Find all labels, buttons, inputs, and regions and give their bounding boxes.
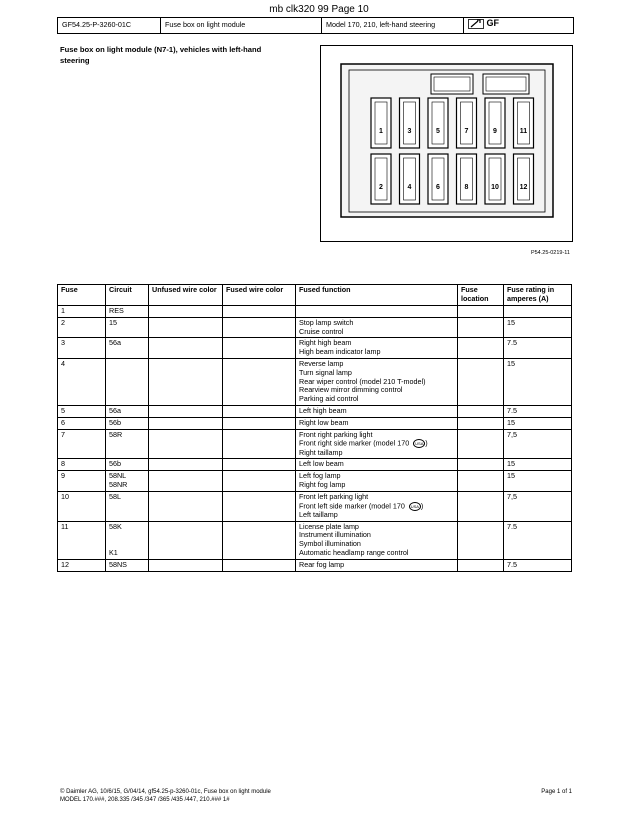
function-text: Front left parking light (299, 491, 369, 501)
cell-fused-function (296, 471, 458, 492)
cell-fuse: 12 (58, 559, 106, 571)
function-text: Front left side marker (model 170 (299, 500, 405, 510)
col-fused-function: Fused function (296, 285, 458, 306)
cell-fuse-rating: 15 (504, 471, 572, 492)
fuse-number-label: 12 (519, 184, 528, 191)
cell-fused-wire-color (223, 358, 296, 405)
col-fuse-location: Fuse location (458, 285, 504, 306)
doc-code: GF54.25-P-3260-01C (58, 18, 161, 33)
function-line (299, 460, 454, 469)
fuse-slot (428, 98, 448, 148)
cell-fused-wire-color (223, 338, 296, 359)
fuse-slot (400, 98, 420, 148)
function-line (299, 328, 454, 337)
cell-unfused-wire-color (149, 417, 223, 429)
cell-circuit (106, 521, 149, 559)
cell-fused-wire-color (223, 471, 296, 492)
function-text: Instrument illumination (299, 530, 371, 540)
cell-fuse: 4 (58, 358, 106, 405)
fuse-slot (457, 154, 477, 204)
fuse-number-label: 4 (407, 184, 412, 191)
cell-circuit (106, 429, 149, 459)
circuit-line: 56b (109, 459, 121, 469)
cell-fused-function (296, 521, 458, 559)
cell-fused-wire-color (223, 405, 296, 417)
function-text: High beam indicator lamp (299, 347, 381, 357)
cell-fuse-rating: 15 (504, 417, 572, 429)
wrench-icon (468, 19, 484, 29)
table-row (58, 471, 572, 492)
cell-fuse-rating (504, 306, 572, 318)
function-text: Right low beam (299, 417, 349, 427)
col-fuse: Fuse (58, 285, 106, 306)
cell-fuse-rating: 7.5 (504, 338, 572, 359)
cell-fused-function (296, 306, 458, 318)
document-title: Fuse box on light module (N7-1), vehicles with left-hand steering (60, 45, 262, 65)
function-text: Automatic headlamp range control (299, 547, 409, 557)
fuse-slot (428, 154, 448, 204)
fuse-number-label: 11 (519, 128, 528, 135)
table-row (58, 417, 572, 429)
usa-version-icon: USA (415, 441, 424, 447)
fuse-number-label: 3 (407, 128, 412, 135)
table-row (58, 491, 572, 521)
function-text: Front right side marker (model 170 (299, 438, 410, 448)
cell-fuse-rating: 15 (504, 317, 572, 338)
circuit-line: 58NL (109, 471, 127, 481)
function-text: Left fog lamp (299, 471, 341, 481)
function-text: Front right parking light (299, 429, 373, 439)
cell-fused-wire-color (223, 459, 296, 471)
col-unfused-wire-color: Unfused wire color (149, 285, 223, 306)
function-text: Turn signal lamp (299, 367, 352, 377)
cell-fuse: 2 (58, 317, 106, 338)
cell-fuse: 10 (58, 491, 106, 521)
table-row (58, 405, 572, 417)
cell-circuit (106, 559, 149, 571)
figure-code: P54.25-0219-11 (530, 250, 570, 256)
document-header (57, 17, 574, 34)
cell-fuse-rating: 15 (504, 459, 572, 471)
cell-fused-function (296, 491, 458, 521)
cell-fuse-location (458, 317, 504, 338)
function-text: Left taillamp (299, 509, 338, 519)
cell-fuse-location (458, 405, 504, 417)
table-row (58, 317, 572, 338)
function-text: Cruise control (299, 326, 344, 336)
cell-fuse-location (458, 429, 504, 459)
cell-fused-function (296, 459, 458, 471)
cell-fuse-location (458, 417, 504, 429)
fuse-slot (514, 154, 534, 204)
circuit-line: 56a (109, 338, 121, 348)
function-line (299, 481, 454, 490)
fuse-number-label: 2 (379, 184, 383, 191)
table-row (58, 429, 572, 459)
cell-fuse-location (458, 306, 504, 318)
cell-fused-function (296, 317, 458, 338)
gf-badge (464, 18, 573, 33)
table-row (58, 338, 572, 359)
table-header-row (58, 285, 572, 306)
cell-fused-function (296, 417, 458, 429)
fuse-box-drawing (321, 46, 572, 241)
col-circuit: Circuit (106, 285, 149, 306)
cell-fuse-rating: 7.5 (504, 405, 572, 417)
cell-fuse: 11 (58, 521, 106, 559)
table-row (58, 559, 572, 571)
cell-circuit (106, 471, 149, 492)
footer (60, 788, 572, 804)
cell-fused-function (296, 405, 458, 417)
fuse-slot (457, 98, 477, 148)
cell-fused-wire-color (223, 491, 296, 521)
table-row (58, 459, 572, 471)
function-text: Left low beam (299, 459, 344, 469)
cell-fuse: 9 (58, 471, 106, 492)
cell-fuse-rating: 7.5 (504, 521, 572, 559)
cell-fused-wire-color (223, 521, 296, 559)
gf-badge-label: GF (486, 18, 500, 28)
cell-fused-function (296, 429, 458, 459)
function-text: Rear fog lamp (299, 559, 345, 569)
function-suffix: ) (425, 438, 428, 448)
cell-fuse-location (458, 491, 504, 521)
cell-fused-wire-color (223, 559, 296, 571)
usa-version-icon: USA (410, 503, 419, 509)
doc-model: Model 170, 210, left-hand steering (322, 18, 464, 33)
cell-fuse: 1 (58, 306, 106, 318)
cell-fuse: 7 (58, 429, 106, 459)
cell-fused-function (296, 559, 458, 571)
function-text: Right taillamp (299, 447, 343, 457)
circuit-line: 58NR (109, 479, 128, 489)
fuse-number-label: 6 (436, 184, 440, 191)
col-fused-wire-color: Fused wire color (223, 285, 296, 306)
fuse-slot (400, 154, 420, 204)
function-text: Right high beam (299, 338, 352, 348)
fuse-table (57, 284, 572, 572)
doc-topic: Fuse box on light module (161, 18, 322, 33)
fuse-number-label: 8 (464, 184, 469, 191)
cell-fuse-location (458, 521, 504, 559)
cell-fuse-rating: 15 (504, 358, 572, 405)
table-row (58, 521, 572, 559)
cell-unfused-wire-color (149, 459, 223, 471)
cell-fused-wire-color (223, 317, 296, 338)
function-text: License plate lamp (299, 521, 359, 531)
cell-fuse-rating: 7,5 (504, 491, 572, 521)
function-line (299, 549, 454, 558)
cell-circuit (106, 459, 149, 471)
cell-fuse-location (458, 358, 504, 405)
cell-fuse: 5 (58, 405, 106, 417)
function-text: Symbol illumination (299, 539, 361, 549)
function-text: Stop lamp switch (299, 317, 354, 327)
function-text: Left high beam (299, 405, 347, 415)
table-row (58, 306, 572, 318)
cell-fuse-location (458, 338, 504, 359)
cell-fuse: 6 (58, 417, 106, 429)
fuse-number-label: 7 (464, 128, 469, 135)
circuit-line: 58R (109, 429, 123, 439)
circuit-line: 56a (109, 405, 121, 415)
fuse-box-diagram (320, 45, 573, 242)
fuse-slot (485, 154, 505, 204)
cell-unfused-wire-color (149, 358, 223, 405)
cell-unfused-wire-color (149, 338, 223, 359)
function-text: Rear wiper control (model 210 T-model) (299, 376, 426, 386)
cell-unfused-wire-color (149, 521, 223, 559)
cell-fused-wire-color (223, 417, 296, 429)
cell-circuit (106, 338, 149, 359)
cell-fuse: 8 (58, 459, 106, 471)
cell-unfused-wire-color (149, 429, 223, 459)
circuit-line: K1 (109, 547, 118, 557)
cell-fuse-rating: 7,5 (504, 429, 572, 459)
footer-models: MODEL 170.###, 208.335 /345 /347 /365 /435 /447, 210.### 1# (60, 797, 230, 803)
circuit-line: RES (109, 306, 124, 315)
fuse-number-label: 10 (491, 184, 499, 191)
cell-circuit (106, 317, 149, 338)
circuit-line: 58K (109, 521, 122, 531)
function-line (299, 419, 454, 428)
cell-unfused-wire-color (149, 559, 223, 571)
function-line (299, 407, 454, 416)
fuse-slot (371, 98, 391, 148)
function-line (299, 561, 454, 570)
cell-unfused-wire-color (149, 306, 223, 318)
fuse-slot (514, 98, 534, 148)
function-line (299, 395, 454, 404)
col-fuse-rating: Fuse rating in amperes (A) (504, 285, 572, 306)
fuse-slot (485, 98, 505, 148)
cell-fused-wire-color (223, 306, 296, 318)
cell-circuit (106, 358, 149, 405)
cell-circuit (106, 417, 149, 429)
cell-fuse-location (458, 459, 504, 471)
function-line (299, 348, 454, 357)
footer-copyright: © Daimler AG, 10/6/15, G/04/14, gf54.25-p-3260-01c, Fuse box on light module (60, 789, 271, 795)
function-text: Parking aid control (299, 394, 359, 404)
page-title: mb clk320 99 Page 10 (269, 4, 369, 15)
cell-circuit (106, 306, 149, 318)
cell-fuse-location (458, 471, 504, 492)
circuit-line: 58L (109, 491, 121, 501)
fuse-number-label: 9 (493, 128, 497, 135)
cell-circuit (106, 405, 149, 417)
cell-unfused-wire-color (149, 491, 223, 521)
function-text: Reverse lamp (299, 358, 344, 368)
cell-fuse-rating: 7.5 (504, 559, 572, 571)
cell-unfused-wire-color (149, 471, 223, 492)
footer-page-number: Page 1 of 1 (541, 789, 572, 795)
function-line (299, 511, 454, 520)
cell-fused-function (296, 358, 458, 405)
cell-fused-function (296, 338, 458, 359)
circuit-line (109, 531, 145, 540)
cell-unfused-wire-color (149, 405, 223, 417)
cell-circuit (106, 491, 149, 521)
function-line (299, 449, 454, 458)
fuse-number-label: 5 (436, 128, 440, 135)
cell-unfused-wire-color (149, 317, 223, 338)
cell-fused-wire-color (223, 429, 296, 459)
table-row (58, 358, 572, 405)
circuit-line: 15 (109, 317, 117, 327)
function-suffix: ) (420, 500, 424, 510)
fuse-number-label: 1 (379, 128, 383, 135)
cell-fuse-location (458, 559, 504, 571)
circuit-line: 56b (109, 417, 121, 427)
cell-fuse: 3 (58, 338, 106, 359)
circuit-line: 58NS (109, 559, 127, 569)
function-text: Rearview mirror dimming control (299, 385, 403, 395)
fuse-slot (371, 154, 391, 204)
function-text: Right fog lamp (299, 479, 346, 489)
